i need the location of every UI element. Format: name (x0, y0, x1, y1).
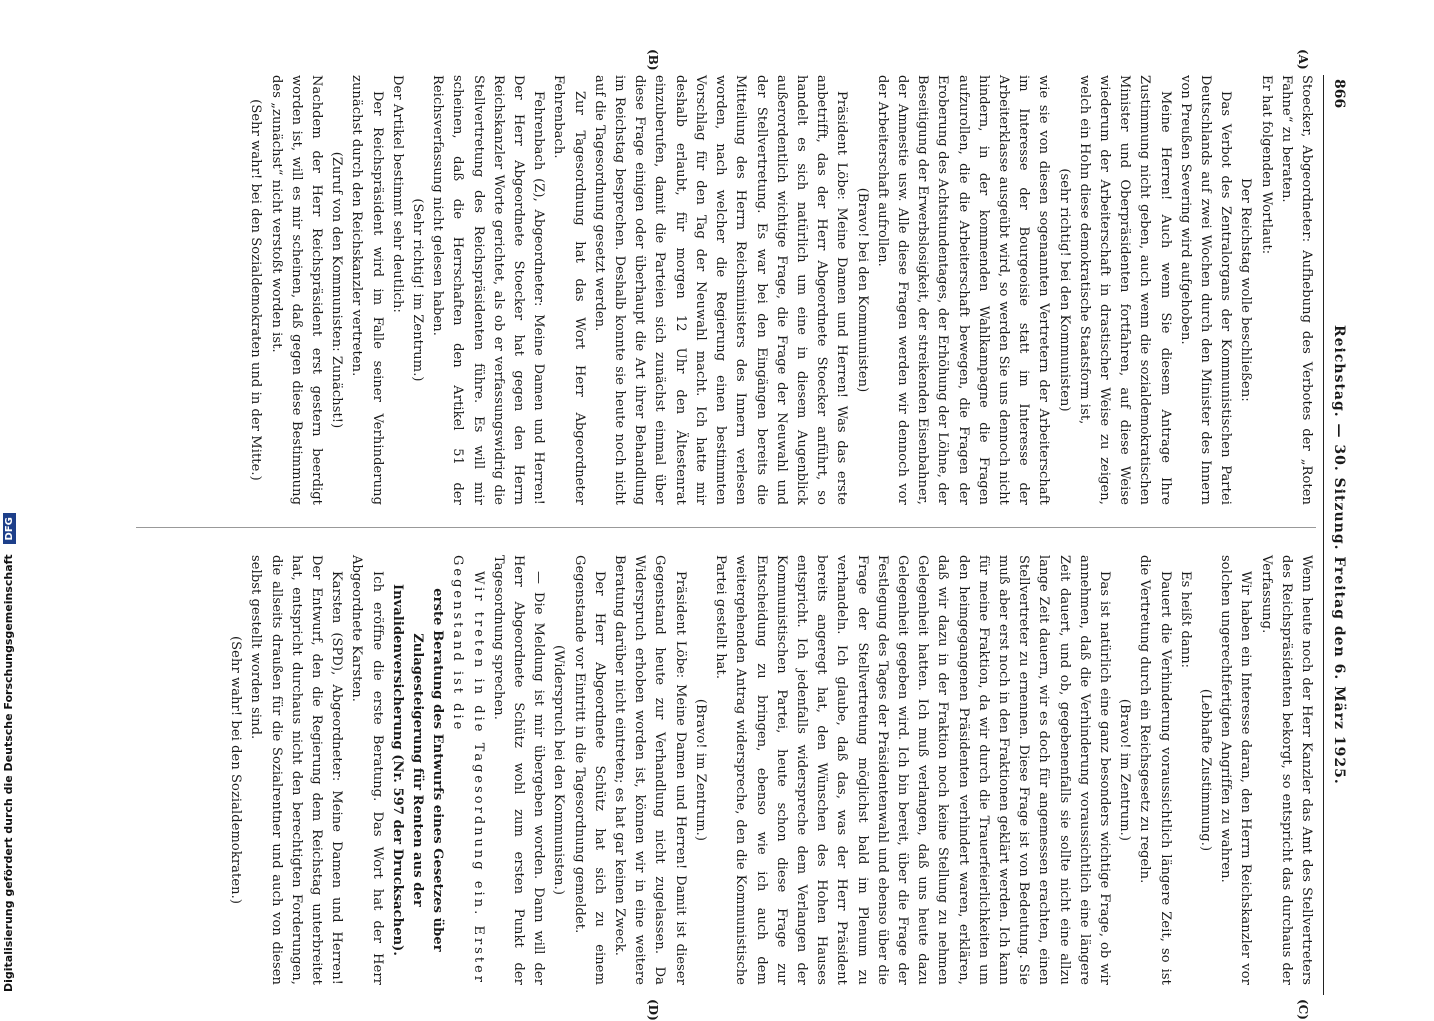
margin-mark-a: (A) (1296, 49, 1310, 70)
paragraph: Ich eröffne die erste Beratung. Das Wort hat der Herr Abgeordnete Karsten. (349, 555, 385, 985)
digitization-credit: Digitalisierung gefördert durch die Deutsche Forschungsgemeinschaft (2, 554, 15, 992)
left-column (245, 75, 1316, 505)
paragraph: Der Reichspräsident wird im Falle seiner Verhinderung zunächst durch den Reichskanzler vertreten. (349, 75, 385, 505)
interjection: (Sehr wahr! bei den Sozialdemokraten und in der Mitte.) (248, 99, 264, 481)
paragraph: Stoecker, Abgeordneter: Aufhebung des Verbotes der „Roten Fahne“ zu beraten. (1278, 75, 1314, 505)
paragraph: Das ist natürlich eine ganz besonders wichtige Frage, ob wir annehmen, daß die Verhinderung voraussichtlich eine längere Zeit dauert, und ob, gegebenenfalls sie sollte nicht eine allzu lange Zeit dauern, wir es doch für angemessen erachten, einen Stellvertreter zu ernennen. Diese Frage ist von Bedeutung. Sie muß aber erst noch in den Fraktionen geklärt werden. Ich kann für meine Fraktion, da wir durch die Trauerfeierlichkeiten um den heimgegangenen Präsidenten verhindert waren, erklären, daß wir dazu in der Fraktion noch keine Stellung zu nehmen Gelegenheit hatten. Ich muß verlangen, daß uns heute dazu Gelegenheit gegeben wird. Ich bin bereit, über die Frage der Festlegung des Tages der Präsidentenwahl und ebenso über die Frage der Stellvertretung möglichst bald im Plenum zu verhandeln. Ich glaube, daß das, was der Herr Präsident bereits angeregt hat, den Wünschen des Hohen Hauses entspricht. Ich jedenfalls widerspreche dem Verlangen der Kommunistischen Partei, heute schon diese Frage zur Entscheidung zu bringen, ebenso wie ich auch dem weitergehenden Antrag widerspreche, den die Kommunistische Partei gestellt hat. (713, 555, 1112, 985)
column-divider (136, 527, 1316, 528)
paragraph: Das Verbot des Zentralorgans der Kommunistischen Partei Deutschlands auf zwei Wochen durch den Minister des Innern von Preußen Severing wird aufgehoben. (1177, 75, 1234, 505)
agenda-item-heading: erste Beratung des Entwurfs eines Gesetzes über Zulagesteigerung für Renten aus der Invalidenversicherung (Nr. 597 der Drucksachen). (389, 583, 446, 957)
dfg-logo: DFG (3, 513, 16, 544)
rotated-page-content (130, 49, 1350, 1021)
interjection: (Lebhafte Zustimmung.) (1197, 688, 1213, 852)
right-column (225, 555, 1316, 985)
paragraph: Präsident Löbe: Meine Damen und Herren! Damit ist dieser Gegenstand heute zur Verhandlung nicht zugelassen. Da Widerspruch erhoben worden ist, können wir in eine weitere Beratung darüber nicht eintreten; es hat gar keinen Zweck. (612, 555, 688, 985)
margin-mark-c: (C) (1296, 999, 1310, 1020)
paragraph: Es heißt dann: (1177, 571, 1193, 669)
page-title: Reichstag. — 30. Sitzung. Freitag den 6. März 1925. (1331, 325, 1347, 785)
interjection: (Bravo! im Zentrum.) (1117, 698, 1133, 842)
page-number: 866 (1331, 79, 1347, 109)
margin-mark-d: (D) (646, 999, 660, 1021)
paragraph: Präsident Löbe: Meine Damen und Herren! Was das erste anbetrifft, das der Herr Abgeordnete Stoecker anführt, so handelt es sich natürlich um eine in diesem Augenblick außerordentlich wichtige Frage, die Frage der Neuwahl und der Stellvertretung. Es war bei den Eingängen bereits die Mitteilung des Herrn Reichsministers des Innern verlesen worden, nach welcher die Regierung einen bestimmten Vorschlag für den Tag der Neuwahl macht. Ich hatte mir deshalb erlaubt, für morgen 12 Uhr den Ältestenrat einzuberufen, damit die Parteien sich zunächst einmal über diese Frage einigen oder überhaupt die Art ihrer Behandlung im Reichstag besprechen. Deshalb konnte sie heute noch nicht auf die Tagesordnung gesetzt werden. (591, 75, 850, 505)
page-header (1323, 75, 1350, 995)
paragraph: Wenn heute noch der Herr Kanzler das Amt des Stellvertreters des Reichspräsidenten bekorgt, so entspricht das durchaus der Verfassung. (1258, 555, 1314, 985)
interjection: (Zuruf von den Kommunisten: Zunächst!) (329, 151, 345, 429)
paragraph: Der Artikel bestimmt sehr deutlich: (389, 75, 405, 313)
interjection: (Bravo! bei den Kommunisten) (854, 187, 870, 393)
interjection: (Sehr richtig! im Zentrum.) (410, 198, 426, 382)
paragraph: Wir haben ein Interesse daran, den Herrn Reichskanzler vor solchen ungerechtfertigten Angriffen zu wahren. (1218, 555, 1254, 985)
paragraph: Er hat folgenden Wortlaut: (1258, 75, 1274, 255)
margin-mark-b: (B) (646, 49, 660, 71)
paragraph: Wir treten in die Tagesordnung ein. Erster Gegenstand ist die (450, 555, 486, 985)
paragraph: wie sie von diesen sogenannten Vertretern der Arbeiterschaft im Interesse der Bourgeoisie statt im Interesse der Arbeiterklasse ausgeübt wird, so werden Sie uns dennoch nicht hindern, in der kommenden Wahlkampagne die Fragen aufzurollen, die die Arbeiterschaft bewegen, die Fragen der Eroberung des Achtstundentages, der Erhöhung der Löhne, der Beseitigung der Erwerbslosigkeit, der streikenden Eisenbahner, der Amnestie usw. Alle diese Fragen werden wir dennoch vor der Arbeiterschaft aufrollen. (874, 75, 1052, 505)
footer-line (2, 0, 16, 992)
paragraph: Meine Herren! Auch wenn Sie diesem Antrage Ihre Zustimmung nicht geben, auch wenn die sozialdemokratischen Minister und Oberpräsidenten fortfahren, auf diese Weise wiederum der Arbeiterschaft in drastischer Weise zu zeigen, welch ein Hohn diese demokratische Staatsform ist, (1076, 75, 1173, 505)
interjection: (sehr richtig! bei den Kommunisten) (1056, 168, 1072, 412)
paragraph: Dauert die Verhinderung voraussichtlich längere Zeit, so ist die Vertretung durch ein Reichsgesetz zu regeln. (1137, 555, 1173, 985)
interjection: (Sehr wahr! bei den Sozialdemokraten.) (228, 636, 244, 904)
interjection: (Widerspruch bei den Kommunisten.) (551, 644, 567, 896)
digitization-footer (2, 0, 22, 1000)
paragraph: — Die Meldung ist mir übergeben worden. Dann will der Herr Abgeordnete Schütz wohl zum ersten Punkt der Tagesordnung sprechen. (490, 555, 547, 985)
paragraph: Karsten (SPD), Abgeordneter: Meine Damen und Herren! Der Entwurf, den die Regierung dem Reichstag unterbreitet hat, entspricht durchaus nicht den berechtigten Forderungen, die allseits draußen für die Sozialrentner und auch von diesen selbst gestellt worden sind. (248, 555, 345, 985)
paragraph: Der Herr Abgeordnete Schütz hat sich zu einem Gegenstande vor Eintritt in die Tagesordnung gemeldet. (571, 555, 607, 985)
interjection: (Bravo! im Zentrum.) (692, 698, 708, 842)
paragraph: Fehrenbach (Z), Abgeordneter: Meine Damen und Herren! Der Herr Abgeordnete Stoecker hat gegen den Herrn Reichskanzler Worte gerichtet, als ob er verfassungswidrig die Stellvertretung des Reichspräsidenten führe. Es will mir scheinen, daß die Herrschaften den Artikel 51 der Reichsverfassung nicht gelesen haben. (430, 75, 547, 505)
paragraph: Der Reichstag wolle beschließen: (1238, 178, 1254, 402)
paragraph: Nachdem der Herr Reichspräsident erst gestern beerdigt worden ist, will es mir scheinen, daß gegen diese Bestimmung des „zunächst“ nicht verstoßt worden ist. (268, 75, 325, 505)
paragraph: Zur Tagesordnung hat das Wort Herr Abgeordneter Fehrenbach. (551, 75, 587, 505)
